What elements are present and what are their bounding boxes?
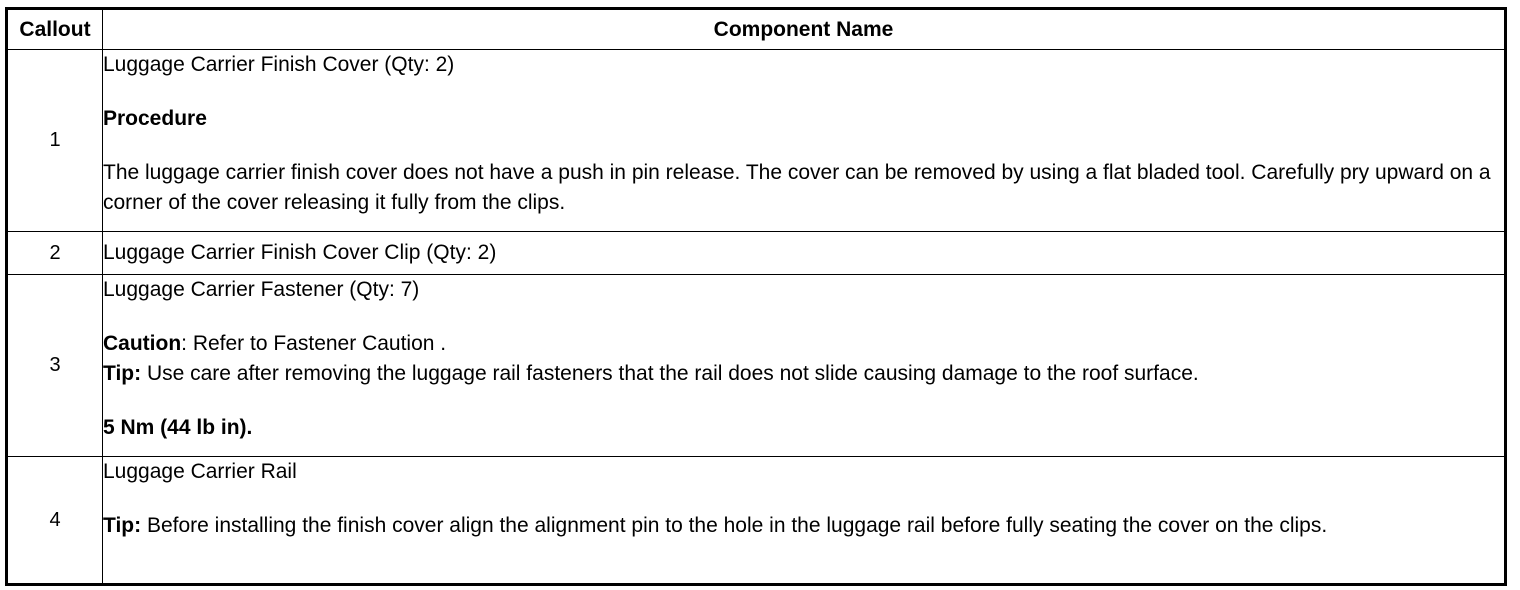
- component-cell: [103, 457, 1506, 585]
- component-name: Luggage Carrier Finish Cover (Qty: 2): [103, 53, 455, 76]
- component-name: Luggage Carrier Finish Cover Clip (Qty: 2): [103, 241, 497, 264]
- tip-text: Before installing the finish cover align the alignment pin to the hole in the luggage rail before fully seating the cover on the clips.: [141, 514, 1328, 537]
- table-row: [7, 457, 1506, 585]
- procedure-label: Procedure: [103, 107, 207, 130]
- component-cell: [103, 275, 1506, 457]
- callout-cell: 4: [7, 457, 103, 585]
- procedure-text: The luggage carrier finish cover does not have a push in pin release. The cover can be removed by using a flat bladed tool. Carefully pry upward on a corner of the cover releasing it fully from the clips.: [103, 161, 1491, 214]
- torque-spec: 5 Nm (44 lb in).: [103, 416, 253, 439]
- component-cell: [103, 50, 1506, 232]
- table-header-row: [7, 9, 1506, 50]
- component-name: Luggage Carrier Rail: [103, 460, 297, 483]
- table-row: [7, 232, 1506, 275]
- component-cell: [103, 232, 1506, 275]
- table-row: [7, 50, 1506, 232]
- callout-cell: 1: [7, 50, 103, 232]
- callout-cell: 2: [7, 232, 103, 275]
- tip-label: Tip:: [103, 514, 142, 537]
- callout-cell: 3: [7, 275, 103, 457]
- tip-text: Use care after removing the luggage rail fasteners that the rail does not slide causing damage to the roof surface.: [141, 362, 1199, 385]
- caution-text: : Refer to Fastener Caution .: [181, 332, 447, 355]
- table-row: [7, 275, 1506, 457]
- header-callout: Callout: [7, 9, 103, 50]
- component-table: [5, 7, 1507, 586]
- component-name: Luggage Carrier Fastener (Qty: 7): [103, 278, 420, 301]
- caution-label: Caution: [103, 332, 182, 355]
- tip-label: Tip:: [103, 362, 142, 385]
- header-component-name: Component Name: [103, 9, 1506, 50]
